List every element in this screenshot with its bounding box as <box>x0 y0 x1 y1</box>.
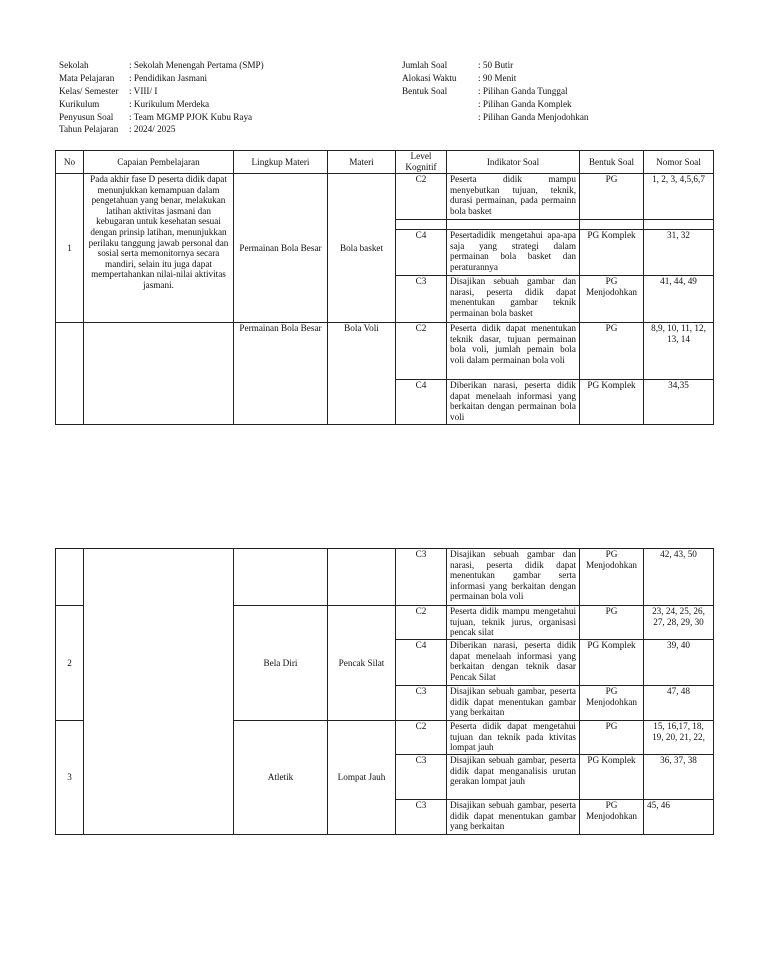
row-number: 2 <box>56 606 84 721</box>
empty-cell <box>644 220 714 230</box>
nomor-cell: 1, 2, 3, 4,5,6,7 <box>644 174 714 220</box>
indikator-cell: Disajikan sebuah gambar, peserta didik dapat menentukan gambar yang berkaitan <box>447 686 580 721</box>
empty-cell <box>56 323 84 425</box>
indikator-cell: Peserta didik dapat mengetahui tujuan dan teknik pada ktivitas lompat jauh <box>447 721 580 755</box>
bentuk-cell: PG <box>580 606 644 640</box>
header-label: Mata Pelajaran <box>59 72 115 83</box>
col-header-no: No <box>56 151 84 174</box>
col-header-level: Level Kognitif <box>396 151 447 174</box>
col-header-materi: Materi <box>328 151 396 174</box>
header-label: Kurikulum <box>59 98 100 109</box>
table-row <box>56 174 714 220</box>
materi-cell: Pencak Silat <box>328 606 396 721</box>
header-label: Kelas/ Semester <box>59 85 119 96</box>
header-row <box>402 85 589 98</box>
nomor-cell: 15, 16,17, 18, 19, 20, 21, 22, <box>644 721 714 755</box>
empty-cell <box>234 549 328 606</box>
row-number: 3 <box>56 721 84 835</box>
level-cell: C3 <box>396 800 447 835</box>
bentuk-cell: PG Komplek <box>580 380 644 425</box>
header-label: Sekolah <box>59 60 89 70</box>
bentuk-cell: PG Menjodohkan <box>580 800 644 835</box>
indikator-cell: Diberikan narasi, peserta didik dapat menelaah informasi yang berkaitan dengan teknik dasar Pencak Silat <box>447 640 580 686</box>
col-header-capaian: Capaian Pembelajaran <box>84 151 234 174</box>
level-cell: C4 <box>396 230 447 276</box>
bentuk-cell: PG Komplek <box>580 640 644 686</box>
level-cell: C3 <box>396 276 447 323</box>
col-header-indikator: Indikator Soal <box>447 151 580 174</box>
empty-cell <box>396 220 447 230</box>
header-row <box>402 111 589 124</box>
header-row <box>59 111 264 124</box>
header-value: : Sekolah Menengah Pertama (SMP) <box>129 60 264 70</box>
col-header-nomor: Nomor Soal <box>644 151 714 174</box>
capaian-cell: Pada akhir fase D peserta didik dapat menunjukkan kemampuan dalam pengetahuan yang benar, melakukan latihan aktivitas jasmani dan kebugaran untuk kesehatan sesuai dengan prinsip latihan, menunjukkan perilaku tanggung jawab personal dan sosial serta memonitornya secara mandiri, selain itu juga dapat mempertahankan nilai-nilai aktivitas jasmani. <box>84 174 234 323</box>
nomor-cell: 23, 24, 25, 26, 27, 28, 29, 30 <box>644 606 714 640</box>
row-number: 1 <box>56 174 84 323</box>
col-header-bentuk: Bentuk Soal <box>580 151 644 174</box>
indikator-cell: Diberikan narasi, peserta didik dapat menelaah informasi yang berkaitan dengan permainan bola voli <box>447 380 580 425</box>
header-right <box>402 59 589 123</box>
bentuk-cell: PG Menjodohkan <box>580 549 644 606</box>
header-value: : Pilihan Ganda Menjodohkan <box>478 111 589 122</box>
nomor-cell: 41, 44, 49 <box>644 276 714 323</box>
level-cell: C2 <box>396 606 447 640</box>
header-value: : Pilihan Ganda Tunggal <box>478 85 568 96</box>
nomor-cell: 45, 46 <box>644 800 714 835</box>
table-row <box>56 549 714 606</box>
level-cell: C2 <box>396 323 447 380</box>
header-value: : Team MGMP PJOK Kubu Raya <box>129 111 253 122</box>
indikator-cell: Peserta didik dapat menentukan teknik dasar, tujuan permainan bola voli, jumlah pemain bola voli dalam permainan bola voli <box>447 323 580 380</box>
header-row <box>402 98 589 111</box>
lingkup-cell: Atletik <box>234 721 328 835</box>
nomor-cell: 47, 48 <box>644 686 714 721</box>
empty-cell <box>447 220 580 230</box>
header-row <box>59 123 264 136</box>
header-label: Jumlah Soal <box>402 60 448 70</box>
header-value: : Pendidikan Jasmani <box>129 72 208 83</box>
nomor-cell: 31, 32 <box>644 230 714 276</box>
bentuk-cell: PG Komplek <box>580 755 644 800</box>
level-cell: C4 <box>396 380 447 425</box>
empty-cell <box>84 549 234 835</box>
header-row <box>59 85 264 98</box>
bentuk-cell: PG <box>580 721 644 755</box>
nomor-cell: 8,9, 10, 11, 12, 13, 14 <box>644 323 714 380</box>
empty-cell <box>328 549 396 606</box>
indikator-cell: Disajikan sebuah gambar, peserta didik dapat menentukan gambar yang berkaitan <box>447 800 580 835</box>
level-cell: C4 <box>396 640 447 686</box>
header-value: : Pilihan Ganda Komplek <box>478 98 572 109</box>
lingkup-cell: Permainan Bola Besar <box>234 323 328 425</box>
empty-cell <box>56 549 84 606</box>
header-label: Bentuk Soal <box>402 85 448 96</box>
bentuk-cell: PG Menjodohkan <box>580 276 644 323</box>
header-value: : 50 Butir <box>478 60 514 70</box>
table-row <box>56 323 714 380</box>
header-row <box>402 72 589 85</box>
spec-table-page2 <box>55 548 714 835</box>
header-label: Tahun Pelajaran <box>59 124 119 135</box>
header-row <box>59 59 264 72</box>
lingkup-cell: Bela Diri <box>234 606 328 721</box>
table-header-row <box>56 151 714 174</box>
level-cell: C2 <box>396 174 447 220</box>
indikator-cell: Disajikan sebuah gambar, peserta didik dapat menganalisis urutan gerakan lompat jauh <box>447 755 580 800</box>
nomor-cell: 39, 40 <box>644 640 714 686</box>
indikator-cell: Disajikan sebuah gambar dan narasi, peserta didik dapat menentukan gambar serta informasi yang berkaitan dengan permainan bola voli <box>447 549 580 606</box>
header-value: : VIII/ I <box>129 85 158 96</box>
nomor-cell: 36, 37, 38 <box>644 755 714 800</box>
indikator-cell: Peserta didik mampu menyebutkan tujuan, teknik, durasi permainan, pada permainn bola basket <box>447 174 580 220</box>
level-cell: C3 <box>396 549 447 606</box>
indikator-cell: Disajikan sebuah gambar dan narasi, peserta didik dapat menentukan gambar teknik permainan bola basket <box>447 276 580 323</box>
bentuk-cell: PG Komplek <box>580 230 644 276</box>
header-row <box>59 98 264 111</box>
nomor-cell: 34,35 <box>644 380 714 425</box>
lingkup-cell: Permainan Bola Besar <box>234 174 328 323</box>
empty-cell <box>580 220 644 230</box>
level-cell: C3 <box>396 686 447 721</box>
level-cell: C3 <box>396 755 447 800</box>
materi-cell: Bola basket <box>328 174 396 323</box>
level-cell: C2 <box>396 721 447 755</box>
header-value: : Kurikulum Merdeka <box>129 98 210 109</box>
header-row <box>402 59 589 72</box>
header-row <box>59 72 264 85</box>
materi-cell: Bola Voli <box>328 323 396 425</box>
indikator-cell: Peserta didik mampu mengetahui tujuan, teknik jurus, organisasi pencak silat <box>447 606 580 640</box>
bentuk-cell: PG <box>580 323 644 380</box>
header-value: : 2024/ 2025 <box>129 124 176 135</box>
indikator-cell: Pesertadidik mengetahui apa-apa saja yang strategi dalam permainan bola basket dan peraturannya <box>447 230 580 276</box>
bentuk-cell: PG <box>580 174 644 220</box>
nomor-cell: 42, 43, 50 <box>644 549 714 606</box>
col-header-lingkup: Lingkup Materi <box>234 151 328 174</box>
empty-cell <box>84 323 234 425</box>
spec-table-page1 <box>55 150 714 425</box>
header-left <box>59 59 264 136</box>
header-label: Penyusun Soal <box>59 111 114 122</box>
header-value: : 90 Menit <box>478 72 517 83</box>
header-label: Alokasi Waktu <box>402 72 457 83</box>
bentuk-cell: PG Menjodohkan <box>580 686 644 721</box>
materi-cell: Lompat Jauh <box>328 721 396 835</box>
